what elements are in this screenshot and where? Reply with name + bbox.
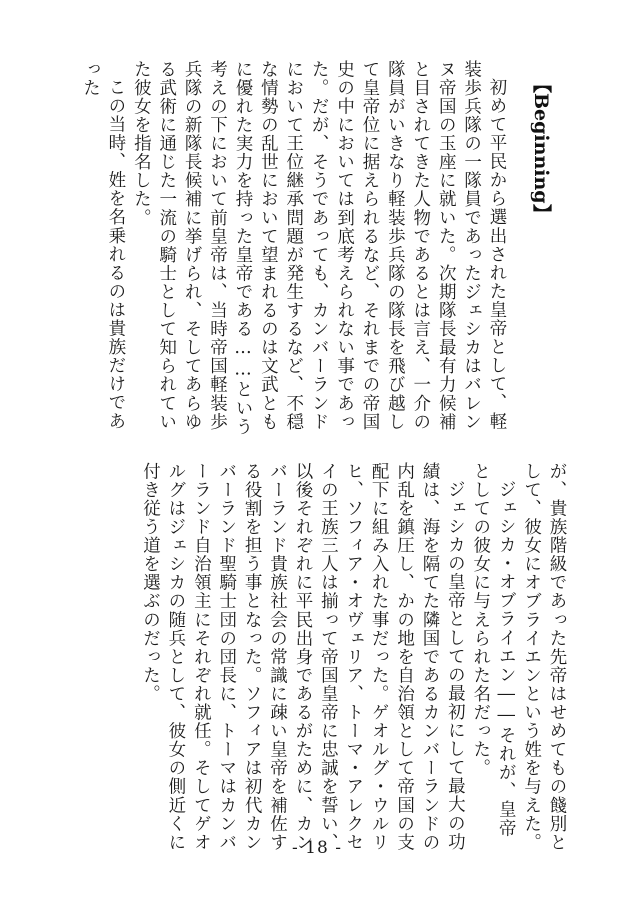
top-text-block (80, 60, 509, 440)
paragraph: 初めて平民から選出された皇帝として、軽装歩兵隊の一隊員であったジェシカはバレンヌ帝国の玉座に就いた。次期隊長最有力候補と目されてきた人物であるとは言え、一介の隊員がいきなり軽装歩兵隊の隊長を飛び越して皇帝位に据えられるなど、それまでの帝国史の中においては到底考えられない事であった。だが、そうであっても、カンバーランドにおいて王位継承問題が発生するなど、不穏な情勢の乱世において望まれるのは文武ともに優れた実力を持った皇帝である……という考えの下において前皇帝は、当時帝国軽装歩兵隊の新隊長候補に挙げられ、そしてあらゆる武術に通じた一流の騎士として知られていた彼女を指名した。 (131, 60, 507, 436)
page-number: - 18 - (292, 838, 342, 858)
section-heading: 【Beginning】 (530, 74, 552, 223)
paragraph: ジェシカの皇帝としての最初にして最大の功績は、海を隔てた隣国であるカンバーランドの内乱を鎮圧し、かの地を自治領として帝国の支配下に組み入れた事だった。ゲオルグ・ウルリヒ、ソフィア・オヴェリア、トーマ・アレクセイの王族三人は揃って帝国皇帝に忠誠を誓い、以後それぞれに平民出身であるがために、カンバーランド貴族社会の常識に疎い皇帝を補佐する役割を担う事となった。ソフィアは初代カンバーランド聖騎士団の団長に、トーマはカンバーランド自治領主にそれぞれ就任。そしてゲオルグはジェシカの随兵として、彼女の側近くに付き従う道を選ぶのだった。 (140, 462, 466, 852)
bottom-text-block (89, 462, 569, 852)
paragraph: ジェシカ・オブライエン――それが、皇帝としての彼女に与えられた名だった。 (470, 462, 517, 837)
paragraph: この当時、姓を名乗れるのは貴族だけであった (80, 60, 126, 430)
paragraph: が、貴族階級であった先帝はせめてもの餞別として、彼女にオブライエンという姓を与えた。 (521, 462, 567, 852)
